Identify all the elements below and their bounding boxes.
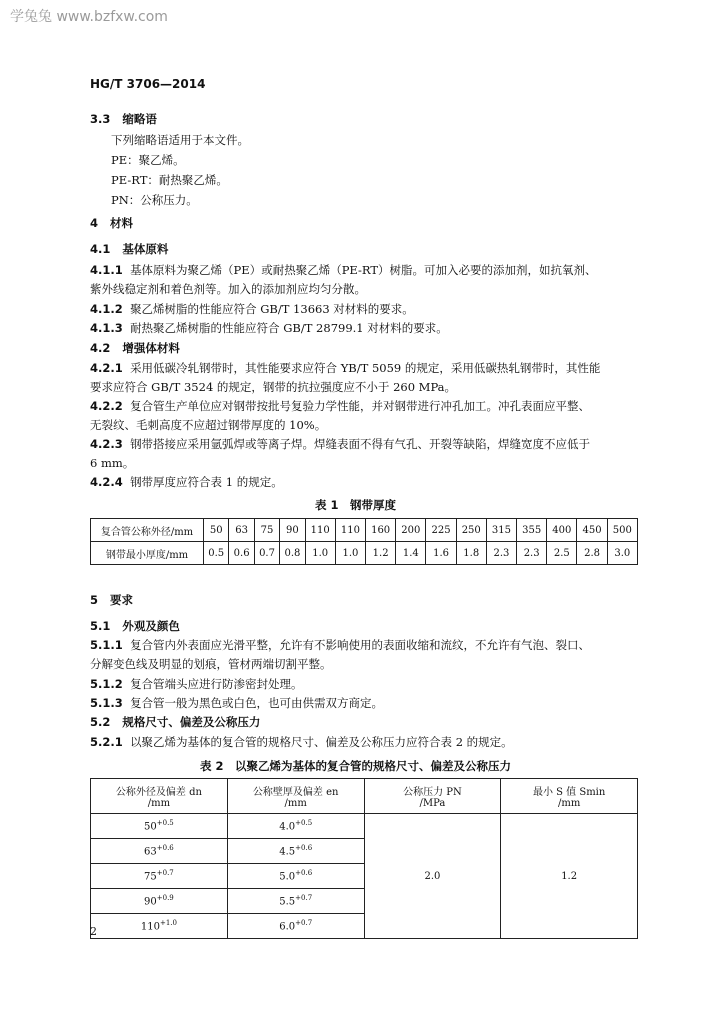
table-cell: 110 [335,519,365,542]
cell-value: 6.0 [279,921,296,933]
clause-number: 4.2.4 [90,475,123,489]
section-title: 增强体材料 [122,341,180,355]
table-cell: 2.3 [486,542,516,565]
tolerance: +0.7 [156,869,174,878]
section-title: 缩略语 [122,112,157,126]
clause-number: 4.1.2 [90,302,123,316]
header-label: 公称壁厚及偏差 en [252,787,339,798]
section-5-2 [90,714,260,730]
cell-value: 5.0 [279,871,296,883]
table-cell: 1.0 [335,542,365,565]
clause-number: 5.2.1 [90,735,123,749]
cell-value: 75 [144,871,157,883]
paragraph: 下列缩略语适用于本文件。 [111,133,249,147]
tolerance: +0.7 [295,919,313,928]
table-cell: 2.3 [517,542,547,565]
paragraph-4-2-2 [90,398,590,414]
tolerance: +1.0 [159,919,177,928]
tolerance: +0.6 [295,869,313,878]
paragraph-4-2-3 [90,436,590,452]
paragraph-5-1-3 [90,695,383,711]
table-cell: 0.8 [280,542,305,565]
page-number: 2 [90,925,97,938]
header-label: 最小 S 值 Smin [532,787,606,798]
table-row [91,519,638,542]
clause-text: 钢带厚度应符合表 1 的规定。 [130,475,283,489]
paragraph-4-1-3 [90,320,448,336]
header-unit: /mm [147,798,171,809]
table-cell: 200 [396,519,426,542]
paragraph-5-1-2 [90,676,303,692]
clause-number: 5.1.1 [90,638,123,652]
clause-text: 复合管一般为黑色或白色，也可由供需双方商定。 [130,696,384,710]
table-cell: 1.8 [456,542,486,565]
section-title: 规格尺寸、偏差及公称压力 [122,715,261,729]
section-number: 5.2 [90,715,111,729]
table-1-caption: 表 1 钢带厚度 [314,498,396,512]
tolerance: +0.5 [295,819,313,828]
section-number: 5.1 [90,619,111,633]
paragraph-4-2-1 [90,360,600,376]
table-row [91,542,638,565]
clause-number: 4.1.1 [90,263,123,277]
table-cell [91,814,228,839]
table-cell: 0.5 [204,542,229,565]
header-unit: /mm [557,798,581,809]
tolerance: +0.5 [156,819,174,828]
table-cell-pn: 2.0 [364,814,501,939]
clause-number: 5.1.2 [90,677,123,691]
table-cell: 225 [426,519,456,542]
cell-value: 63 [144,846,157,858]
table-cell [91,889,228,914]
row-label: 钢带最小厚度/mm [91,542,204,565]
table-cell: 2.8 [577,542,607,565]
table-cell: 1.6 [426,542,456,565]
table-cell-smin: 1.2 [501,814,638,939]
clause-number: 4.2.1 [90,361,123,375]
table-row [91,814,638,839]
row-label: 复合管公称外径/mm [91,519,204,542]
header-unit: /mm [284,798,307,809]
table-cell [227,814,364,839]
clause-text: 聚乙烯树脂的性能应符合 GB/T 13663 对材料的要求。 [130,302,414,316]
section-number: 3.3 [90,112,111,126]
clause-text: 采用低碳冷轧钢带时，其性能要求应符合 YB/T 5059 的规定，采用低碳热轧钢带时，其性能 [130,361,601,375]
table-cell: 0.7 [254,542,279,565]
paragraph-4-2-4 [90,474,283,490]
table-1 [90,518,638,565]
table-cell: 315 [486,519,516,542]
cell-value: 4.0 [279,821,296,833]
table-cell: 250 [456,519,486,542]
section-4-1 [90,241,168,257]
table-cell [227,914,364,939]
table-cell [227,839,364,864]
section-title: 外观及颜色 [122,619,180,633]
clause-text: 钢带搭接应采用氩弧焊或等离子焊。焊缝表面不得有气孔、开裂等缺陷，焊缝宽度不应低于 [130,437,591,451]
table-cell: 450 [577,519,607,542]
cell-value: 5.5 [279,896,296,908]
clause-text: 耐热聚乙烯树脂的性能应符合 GB/T 28799.1 对材料的要求。 [130,321,448,335]
paragraph-continued: 无裂纹、毛刺高度不应超过钢带厚度的 10%。 [90,418,327,432]
table-cell: 0.6 [229,542,254,565]
clause-text: 复合管端头应进行防渗密封处理。 [130,677,303,691]
table-cell: 50 [204,519,229,542]
paragraph-5-1-1 [90,637,590,653]
paragraph-continued: 要求应符合 GB/T 3524 的规定，钢带的抗拉强度应不小于 260 MPa。 [90,380,457,394]
section-title: 基体原料 [122,242,169,256]
table-cell [227,889,364,914]
section-5-1 [90,618,180,634]
clause-text: 复合管生产单位应对钢带按批号复验力学性能，并对钢带进行冲孔加工。冲孔表面应平整、 [130,399,591,413]
section-4 [90,215,133,231]
table-cell: 1.4 [396,542,426,565]
section-number: 4.2 [90,341,111,355]
paragraph-continued: 分解变色线及明显的划痕，管材两端切割平整。 [90,657,332,671]
clause-number: 5.1.3 [90,696,123,710]
watermark: 学兔兔 www.bzfxw.com [10,9,168,25]
header-label: 公称外径及偏差 dn [115,787,202,798]
table-2 [90,778,638,939]
header-cell-en [227,779,364,814]
section-3-3 [90,111,157,127]
cell-value: 90 [144,896,157,908]
tolerance: +0.9 [156,894,174,903]
paragraph-5-2-1 [90,734,513,750]
paragraph: PN：公称压力。 [111,193,198,207]
paragraph-4-1-1 [90,262,597,278]
clause-number: 4.2.3 [90,437,123,451]
cell-value: 50 [144,821,157,833]
clause-text: 以聚乙烯为基体的复合管的规格尺寸、偏差及公称压力应符合表 2 的规定。 [130,735,513,749]
clause-number: 4.2.2 [90,399,123,413]
cell-value: 4.5 [279,846,296,858]
cell-value: 110 [140,921,160,933]
section-title: 材料 [110,216,134,230]
table-cell: 63 [229,519,254,542]
tolerance: +0.6 [156,844,174,853]
table-cell: 355 [517,519,547,542]
table-cell [91,914,228,939]
header-cell-pn [364,779,501,814]
table-cell: 500 [607,519,637,542]
table-cell: 1.2 [366,542,396,565]
table-cell: 110 [305,519,335,542]
section-title: 要求 [110,593,134,607]
table-cell: 90 [280,519,305,542]
tolerance: +0.7 [295,894,313,903]
section-4-2 [90,340,180,356]
section-number: 4 [90,216,99,230]
paragraph-continued: 紫外线稳定剂和着色剂等。加入的添加剂应均匀分散。 [90,282,366,296]
table-header-row [91,779,638,814]
header-cell-dn [91,779,228,814]
clause-number: 4.1.3 [90,321,123,335]
table-cell: 400 [547,519,577,542]
paragraph-4-1-2 [90,301,414,317]
header-label: 公称压力 PN [403,787,462,798]
header-cell-smin [501,779,638,814]
section-number: 5 [90,593,99,607]
table-cell [227,864,364,889]
clause-text: 复合管内外表面应光滑平整，允许有不影响使用的表面收缩和流纹，不允许有气泡、裂口、 [130,638,591,652]
standard-number: HG/T 3706—2014 [90,77,206,91]
table-2-caption: 表 2 以聚乙烯为基体的复合管的规格尺寸、偏差及公称压力 [199,759,511,773]
tolerance: +0.6 [295,844,313,853]
header-unit: /MPa [419,798,446,809]
table-cell: 3.0 [607,542,637,565]
clause-text: 基体原料为聚乙烯（PE）或耐热聚乙烯（PE-RT）树脂。可加入必要的添加剂，如抗氧剂、 [130,263,597,277]
paragraph-continued: 6 mm。 [90,456,135,470]
paragraph: PE：聚乙烯。 [111,153,185,167]
paragraph: PE-RT：耐热聚乙烯。 [111,173,228,187]
table-cell: 2.5 [547,542,577,565]
table-cell: 75 [254,519,279,542]
table-cell [91,839,228,864]
section-5 [90,592,133,608]
section-number: 4.1 [90,242,111,256]
table-cell: 1.0 [305,542,335,565]
table-cell: 160 [366,519,396,542]
table-cell [91,864,228,889]
